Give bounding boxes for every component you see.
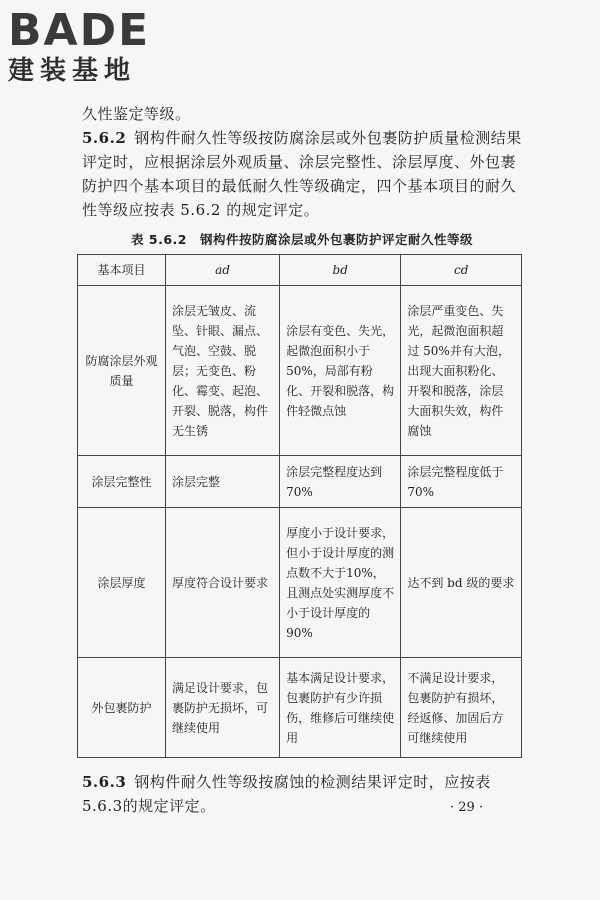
header-a: ad bbox=[166, 255, 280, 286]
row-b: 涂层有变色、失光，起微泡面积小于50%，局部有粉化、开裂和脱落，构件轻微点蚀 bbox=[280, 286, 401, 456]
header-b: bd bbox=[280, 255, 401, 286]
row-c: 涂层完整程度低于 70% bbox=[401, 456, 522, 508]
row-item: 外包裹防护 bbox=[78, 658, 166, 758]
row-item: 涂层厚度 bbox=[78, 508, 166, 658]
section-number: 5.6.2 bbox=[82, 129, 127, 147]
table-row bbox=[78, 286, 522, 456]
row-c: 不满足设计要求，包裹防护有损坏，经返修、加固后方可继续使用 bbox=[401, 658, 522, 758]
logo-brand: BADE bbox=[8, 5, 151, 56]
table-row bbox=[78, 456, 522, 508]
row-item: 防腐涂层外观质量 bbox=[78, 286, 166, 456]
row-a: 满足设计要求，包裹防护无损坏，可继续使用 bbox=[166, 658, 280, 758]
row-c: 涂层严重变色、失光，起微泡面积超过 50%并有大泡，出现大面积粉化、开裂和脱落，涂层大面积失效，构件腐蚀 bbox=[401, 286, 522, 456]
table-row bbox=[78, 658, 522, 758]
row-item: 涂层完整性 bbox=[78, 456, 166, 508]
row-c: 达不到 bd 级的要求 bbox=[401, 508, 522, 658]
header-item: 基本项目 bbox=[78, 255, 166, 286]
page-number: · 29 · bbox=[450, 800, 484, 815]
row-a: 涂层无皱皮、流坠、针眼、漏点、气泡、空鼓、脱层；无变色、粉化、霉变、起泡、开裂、脱落，构件无生锈 bbox=[166, 286, 280, 456]
logo-subtitle: 建装基地 bbox=[8, 56, 137, 86]
row-b: 厚度小于设计要求，但小于设计厚度的测点数不大于10%，且测点处实测厚度不小于设计厚度的 90% bbox=[280, 508, 401, 658]
row-a: 厚度符合设计要求 bbox=[166, 508, 280, 658]
section-5-6-2 bbox=[82, 126, 522, 222]
table-row bbox=[78, 508, 522, 658]
header-c: cd bbox=[401, 255, 522, 286]
section-text: 钢构件耐久性等级按防腐涂层或外包裹防护质量检测结果评定时，应根据涂层外观质量、涂层完整性、涂层厚度、外包裹防护四个基本项目的最低耐久性等级确定，四个基本项目的耐久性等级应按表 5.6.2 的规定评定。 bbox=[82, 129, 522, 219]
durability-table bbox=[77, 254, 522, 758]
row-b: 基本满足设计要求，包裹防护有少许损伤，维修后可继续使用 bbox=[280, 658, 401, 758]
intro-tail: 久性鉴定等级。 bbox=[82, 105, 191, 123]
row-b: 涂层完整程度达到 70% bbox=[280, 456, 401, 508]
table-caption: 表 5.6.2 钢构件按防腐涂层或外包裹防护评定耐久性等级 bbox=[131, 232, 473, 247]
page-content bbox=[82, 102, 522, 818]
row-a: 涂层完整 bbox=[166, 456, 280, 508]
table-header-row bbox=[78, 255, 522, 286]
logo bbox=[8, 5, 178, 86]
section-number: 5.6.3 bbox=[82, 773, 127, 791]
section-text: 钢构件耐久性等级按腐蚀的检测结果评定时，应按表 5.6.3的规定评定。 bbox=[82, 773, 491, 815]
